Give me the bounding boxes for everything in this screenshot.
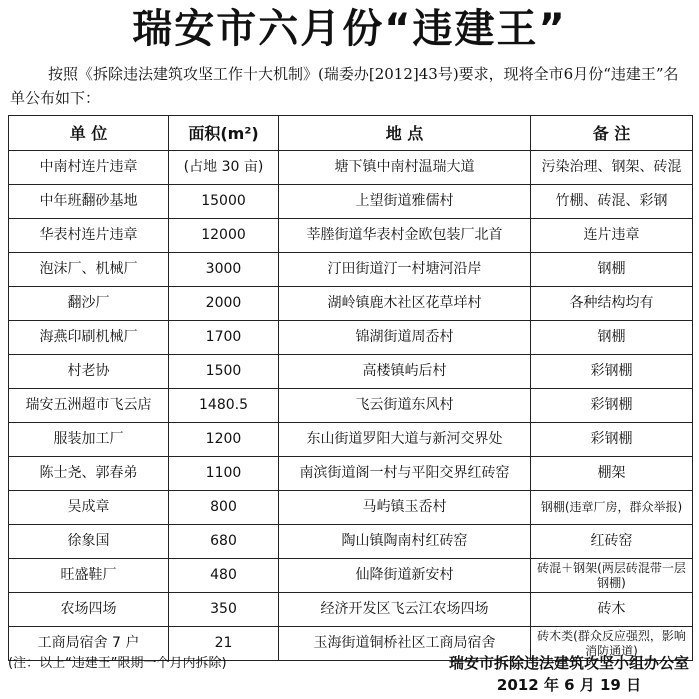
table-row: [9, 423, 693, 457]
cell-area: 1200: [169, 423, 279, 457]
cell-unit: 工商局宿舍 7 户: [9, 627, 169, 661]
cell-area: 680: [169, 525, 279, 559]
cell-unit: 海燕印刷机械厂: [9, 321, 169, 355]
table-row: [9, 525, 693, 559]
cell-unit: 华表村连片违章: [9, 219, 169, 253]
cell-remarks: 砖混＋钢架(两层砖混带一层钢棚): [531, 559, 693, 593]
cell-remarks: 彩钢棚: [531, 389, 693, 423]
table-row: [9, 355, 693, 389]
signer-office: 瑞安市拆除违法建筑攻坚小组办公室: [448, 654, 689, 672]
header-area: 面积(m²): [169, 116, 279, 151]
table-row: [9, 491, 693, 525]
table-row: [9, 321, 693, 355]
cell-location: 马屿镇玉岙村: [279, 491, 531, 525]
cell-remarks: 钢棚: [531, 253, 693, 287]
cell-remarks: 各种结构均有: [531, 287, 693, 321]
cell-area: 800: [169, 491, 279, 525]
cell-area: 1500: [169, 355, 279, 389]
cell-location: 仙降街道新安村: [279, 559, 531, 593]
table-row: [9, 389, 693, 423]
cell-unit: 中南村连片违章: [9, 151, 169, 185]
cell-remarks: 砖木: [531, 593, 693, 627]
cell-location: 玉海街道铜桥社区工商局宿舍: [279, 627, 531, 661]
table-row: [9, 185, 693, 219]
cell-area: 15000: [169, 185, 279, 219]
issue-date: 2012 年 6 月 19 日: [496, 676, 642, 694]
cell-remarks: 红砖窑: [531, 525, 693, 559]
signature-block: [449, 652, 689, 696]
cell-remarks: 砖木类(群众反应强烈，影响消防通道): [531, 627, 693, 661]
table-row: [9, 287, 693, 321]
cell-unit: 翻沙厂: [9, 287, 169, 321]
cell-unit: 吴成章: [9, 491, 169, 525]
cell-location: 经济开发区飞云江农场四场: [279, 593, 531, 627]
cell-location: 汀田街道汀一村塘河沿岸: [279, 253, 531, 287]
intro-paragraph: [10, 62, 690, 110]
cell-unit: 陈士尧、郭春弟: [9, 457, 169, 491]
cell-remarks: 钢棚: [531, 321, 693, 355]
table-row: [9, 457, 693, 491]
page-title: 瑞安市六月份“违建王”: [132, 6, 567, 52]
cell-location: 塘下镇中南村温瑞大道: [279, 151, 531, 185]
cell-unit: 农场四场: [9, 593, 169, 627]
cell-location: 高楼镇屿后村: [279, 355, 531, 389]
cell-unit: 服装加工厂: [9, 423, 169, 457]
cell-location: 东山街道罗阳大道与新河交界处: [279, 423, 531, 457]
table-row: [9, 559, 693, 593]
cell-area: 3000: [169, 253, 279, 287]
cell-location: 湖岭镇鹿木社区花草垟村: [279, 287, 531, 321]
footnote: (注：以上“违建王”限期一个月内拆除): [8, 656, 227, 671]
cell-unit: 徐象国: [9, 525, 169, 559]
header-remarks: 备 注: [531, 116, 693, 151]
cell-location: 陶山镇陶南村红砖窑: [279, 525, 531, 559]
table-row: [9, 151, 693, 185]
cell-location: 莘塍街道华表村金欧包装厂北首: [279, 219, 531, 253]
cell-area: 1100: [169, 457, 279, 491]
table-row: [9, 593, 693, 627]
cell-area: 1700: [169, 321, 279, 355]
cell-location: 飞云街道东风村: [279, 389, 531, 423]
cell-remarks: 彩钢棚: [531, 423, 693, 457]
cell-remarks: 连片违章: [531, 219, 693, 253]
table-header-row: [9, 116, 693, 151]
cell-area: 1480.5: [169, 389, 279, 423]
table-row: [9, 219, 693, 253]
cell-unit: 旺盛鞋厂: [9, 559, 169, 593]
violation-table: [8, 115, 693, 661]
cell-remarks: 竹棚、砖混、彩钢: [531, 185, 693, 219]
cell-remarks: 钢棚(违章厂房，群众举报): [531, 491, 693, 525]
cell-unit: 中年班翻砂基地: [9, 185, 169, 219]
cell-remarks: 污染治理、钢架、砖混: [531, 151, 693, 185]
cell-unit: 村老协: [9, 355, 169, 389]
intro-text: 按照《拆除违法建筑攻坚工作十大机制》(瑞委办[2012]43号)要求，现将全市6月份“违建王”名单公布如下：: [10, 65, 679, 107]
cell-area: 2000: [169, 287, 279, 321]
cell-location: 锦湖街道周岙村: [279, 321, 531, 355]
cell-area: 21: [169, 627, 279, 661]
header-unit: 单 位: [9, 116, 169, 151]
cell-remarks: 彩钢棚: [531, 355, 693, 389]
cell-unit: 泡沫厂、机械厂: [9, 253, 169, 287]
cell-location: 上望街道雅儒村: [279, 185, 531, 219]
header-location: 地 点: [279, 116, 531, 151]
cell-remarks: 棚架: [531, 457, 693, 491]
cell-area: 480: [169, 559, 279, 593]
cell-unit: 瑞安五洲超市飞云店: [9, 389, 169, 423]
cell-area: 350: [169, 593, 279, 627]
cell-area: (占地 30 亩): [169, 151, 279, 185]
cell-area: 12000: [169, 219, 279, 253]
table-row: [9, 253, 693, 287]
cell-location: 南滨街道阁一村与平阳交界红砖窑: [279, 457, 531, 491]
